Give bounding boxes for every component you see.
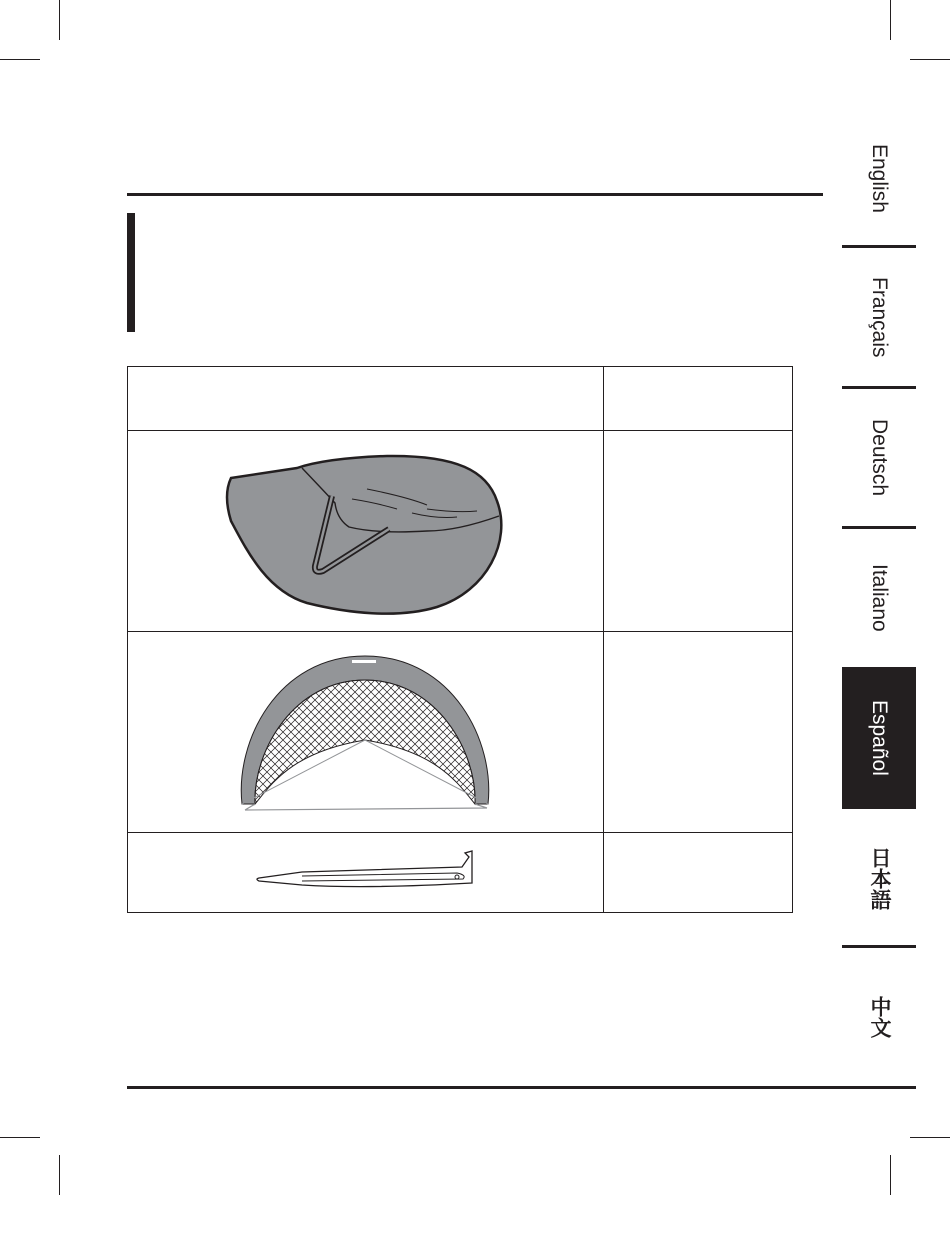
- crop-mark: [890, 1155, 891, 1195]
- footer-rule: [127, 1086, 916, 1089]
- language-label: Deutsch: [868, 418, 891, 497]
- crop-mark: [0, 1137, 40, 1138]
- language-tab-espanol[interactable]: [842, 667, 916, 809]
- table-row: [127, 632, 603, 832]
- language-tab-francais[interactable]: [842, 248, 916, 386]
- table-row: [127, 431, 603, 631]
- crop-mark: [910, 1137, 950, 1138]
- table-border: [792, 366, 793, 913]
- language-label: Italiano: [868, 564, 891, 632]
- crop-mark: [59, 1155, 60, 1195]
- quantity-cell: [604, 632, 792, 832]
- language-label: Français: [868, 276, 891, 358]
- language-tab-english[interactable]: [842, 110, 916, 246]
- language-tab-chinese[interactable]: [842, 948, 916, 1086]
- crop-mark: [890, 0, 891, 40]
- ground-stake-icon: [127, 833, 603, 912]
- section-marker-bar: [127, 213, 135, 332]
- crop-mark: [910, 59, 950, 60]
- table-header-row: [127, 366, 793, 430]
- table-row: [127, 833, 603, 912]
- header-rule: [127, 193, 823, 196]
- quantity-cell: [604, 431, 792, 631]
- language-tab-japanese[interactable]: [842, 812, 916, 945]
- parts-table: [127, 366, 794, 913]
- table-border: [127, 912, 793, 913]
- language-label: 中文: [868, 996, 891, 1038]
- language-tab-italiano[interactable]: [842, 529, 916, 667]
- language-tab-deutsch[interactable]: [842, 389, 916, 526]
- quantity-cell: [604, 833, 792, 912]
- language-label: Español: [868, 700, 891, 776]
- crop-mark: [59, 0, 60, 40]
- language-label: 日本語: [868, 847, 891, 910]
- language-label: English: [868, 143, 891, 213]
- pop-up-goal-with-net-icon: [127, 632, 603, 832]
- crop-mark: [0, 59, 40, 60]
- folded-goal-in-storage-bag-icon: [127, 431, 603, 631]
